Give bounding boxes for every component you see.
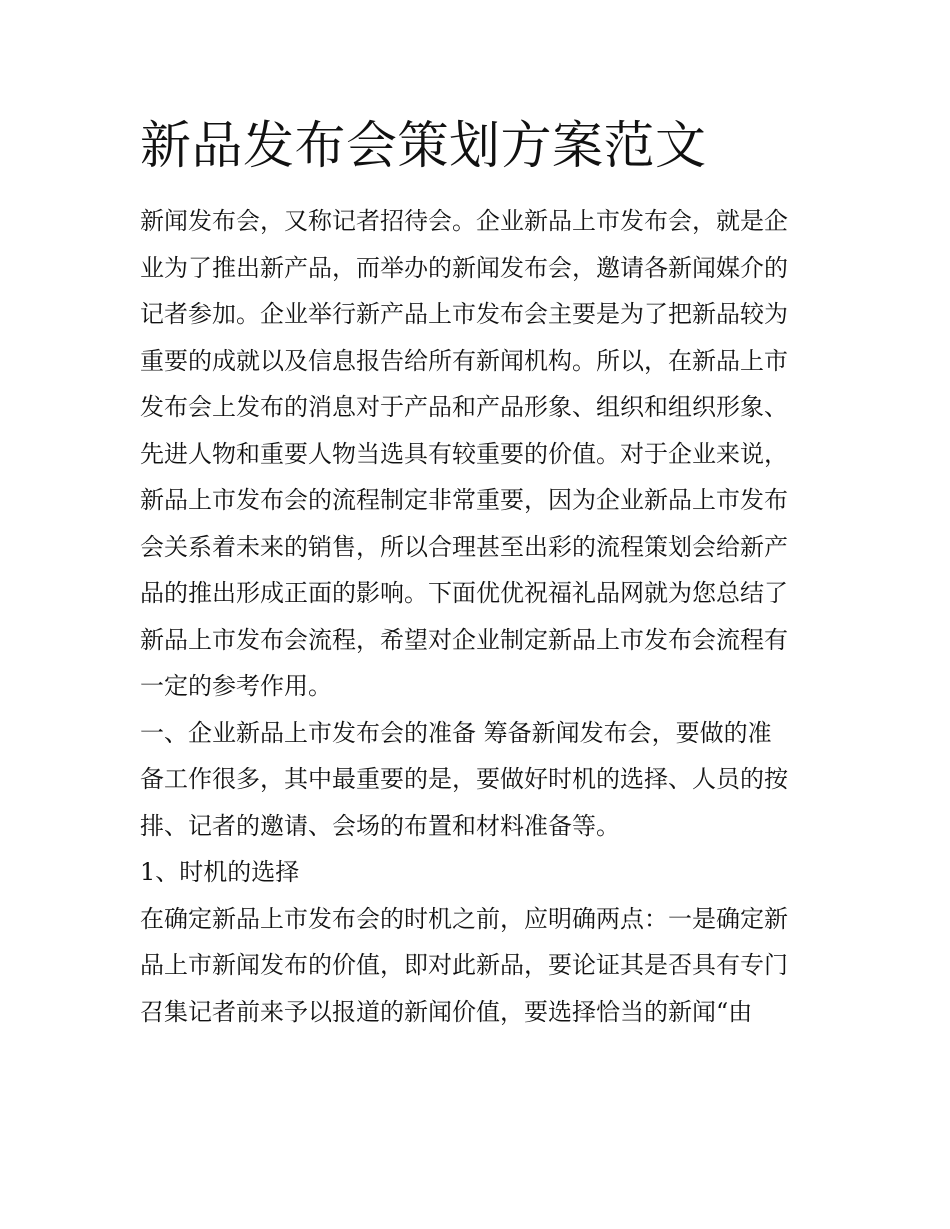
- document-body: [140, 198, 812, 1035]
- body-line: 召集记者前来予以报道的新闻价值，要选择恰当的新闻“由: [140, 997, 753, 1026]
- body-line: 会关系着未来的销售，所以合理甚至出彩的流程策划会给新产: [140, 532, 788, 561]
- body-line: 排、记者的邀请、会场的布置和材料准备等。: [140, 811, 620, 840]
- body-line: 记者参加。企业举行新产品上市发布会主要是为了把新品较为: [140, 300, 788, 328]
- body-line: 业为了推出新产品，而举办的新闻发布会，邀请各新闻媒介的: [140, 253, 788, 282]
- body-line: 在确定新品上市发布会的时机之前，应明确两点：一是确定新: [140, 904, 788, 933]
- body-line: 备工作很多，其中最重要的是，要做好时机的选择、人员的按: [140, 765, 788, 793]
- subsection-heading: 1、时机的选择: [140, 858, 300, 886]
- body-line: 品的推出形成正面的影响。下面优优祝福礼品网就为您总结了: [140, 579, 788, 607]
- body-line: 新品上市发布会的流程制定非常重要，因为企业新品上市发布: [140, 486, 788, 514]
- body-line: 新品上市发布会流程，希望对企业制定新品上市发布会流程有: [140, 625, 788, 654]
- section-heading-line: 一、企业新品上市发布会的准备 筹备新闻发布会，要做的准: [140, 718, 772, 747]
- body-line: 品上市新闻发布的价值，即对此新品，要论证其是否具有专门: [140, 951, 788, 979]
- document-title: 新品发布会策划方案范文: [140, 117, 707, 176]
- body-line: 重要的成就以及信息报告给所有新闻机构。所以，在新品上市: [140, 346, 788, 375]
- body-line: 新闻发布会，又称记者招待会。企业新品上市发布会，就是企: [140, 207, 788, 235]
- body-line: 一定的参考作用。: [140, 672, 332, 700]
- document-page: [140, 112, 812, 1035]
- body-line: 发布会上发布的消息对于产品和产品形象、组织和组织形象、: [140, 393, 788, 421]
- body-line: 先进人物和重要人物当选具有较重要的价值。对于企业来说，: [140, 439, 788, 468]
